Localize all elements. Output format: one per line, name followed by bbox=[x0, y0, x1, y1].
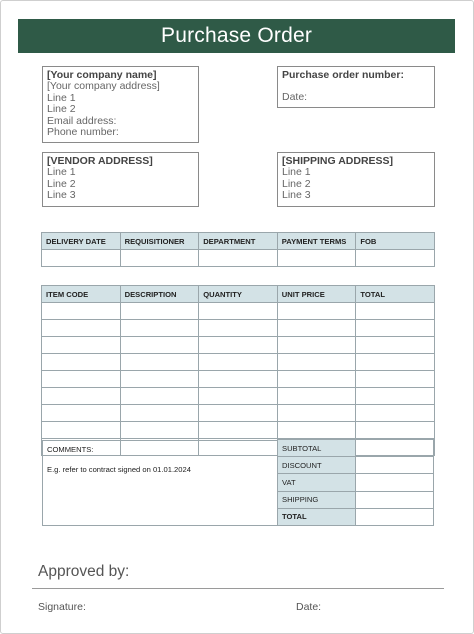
total-value[interactable] bbox=[356, 508, 434, 525]
shipping-label: SHIPPING bbox=[278, 491, 356, 508]
item-cell[interactable] bbox=[277, 388, 356, 405]
item-cell[interactable] bbox=[277, 354, 356, 371]
item-cell[interactable] bbox=[277, 371, 356, 388]
item-cell[interactable] bbox=[356, 303, 435, 320]
department-cell[interactable] bbox=[199, 250, 278, 267]
discount-label: DISCOUNT bbox=[278, 457, 356, 474]
header-quantity: QUANTITY bbox=[199, 286, 278, 303]
item-cell[interactable] bbox=[199, 337, 278, 354]
table-row bbox=[42, 320, 435, 337]
table-row bbox=[42, 405, 435, 422]
item-cell[interactable] bbox=[356, 354, 435, 371]
po-date-label: Date: bbox=[282, 91, 308, 104]
item-cell[interactable] bbox=[42, 354, 121, 371]
total-row bbox=[278, 508, 434, 525]
item-cell[interactable] bbox=[277, 422, 356, 439]
item-cell[interactable] bbox=[42, 320, 121, 337]
item-cell[interactable] bbox=[356, 320, 435, 337]
item-cell[interactable] bbox=[42, 337, 121, 354]
vendor-line-1: Line 1 bbox=[47, 166, 76, 179]
shipping-line-2: Line 2 bbox=[282, 177, 311, 190]
item-cell[interactable] bbox=[120, 371, 199, 388]
discount-value[interactable] bbox=[356, 457, 434, 474]
item-cell[interactable] bbox=[199, 371, 278, 388]
total-label: TOTAL bbox=[278, 508, 356, 525]
shipping-row bbox=[278, 491, 434, 508]
item-cell[interactable] bbox=[277, 405, 356, 422]
subtotal-row bbox=[278, 440, 434, 457]
header-unit-price: UNIT PRICE bbox=[277, 286, 356, 303]
subtotal-value[interactable] bbox=[356, 440, 434, 457]
payment-terms-cell[interactable] bbox=[277, 250, 356, 267]
item-cell[interactable] bbox=[120, 388, 199, 405]
title-banner bbox=[18, 19, 455, 53]
item-cell[interactable] bbox=[120, 303, 199, 320]
header-item-code: ITEM CODE bbox=[42, 286, 121, 303]
item-cell[interactable] bbox=[277, 337, 356, 354]
company-address: [Your company address] bbox=[47, 80, 160, 93]
vat-row bbox=[278, 474, 434, 491]
order-info-box[interactable] bbox=[277, 66, 435, 108]
requisitioner-cell[interactable] bbox=[120, 250, 199, 267]
delivery-table bbox=[41, 232, 435, 267]
item-cell[interactable] bbox=[42, 422, 121, 439]
totals-table bbox=[277, 439, 434, 526]
signature-label: Signature: bbox=[38, 601, 86, 613]
item-cell[interactable] bbox=[42, 405, 121, 422]
item-cell[interactable] bbox=[356, 337, 435, 354]
table-row bbox=[42, 250, 435, 267]
vendor-heading: [VENDOR ADDRESS] bbox=[47, 155, 153, 167]
item-cell[interactable] bbox=[199, 320, 278, 337]
vat-label: VAT bbox=[278, 474, 356, 491]
item-cell[interactable] bbox=[42, 388, 121, 405]
approved-by-heading: Approved by: bbox=[38, 563, 130, 580]
vat-value[interactable] bbox=[356, 474, 434, 491]
comments-label: COMMENTS: bbox=[47, 445, 94, 454]
header-delivery-date: DELIVERY DATE bbox=[42, 233, 121, 250]
header-fob: FOB bbox=[356, 233, 435, 250]
header-department: DEPARTMENT bbox=[199, 233, 278, 250]
item-cell[interactable] bbox=[120, 354, 199, 371]
discount-row bbox=[278, 457, 434, 474]
item-cell[interactable] bbox=[199, 303, 278, 320]
approval-date-label: Date: bbox=[296, 601, 322, 613]
header-total: TOTAL bbox=[356, 286, 435, 303]
vendor-address-box[interactable] bbox=[42, 152, 199, 207]
item-cell[interactable] bbox=[199, 388, 278, 405]
item-cell[interactable] bbox=[356, 422, 435, 439]
fob-cell[interactable] bbox=[356, 250, 435, 267]
header-requisitioner: REQUISITIONER bbox=[120, 233, 199, 250]
table-row bbox=[42, 337, 435, 354]
vendor-line-2: Line 2 bbox=[47, 177, 76, 190]
item-cell[interactable] bbox=[42, 371, 121, 388]
item-cell[interactable] bbox=[42, 303, 121, 320]
item-cell[interactable] bbox=[120, 405, 199, 422]
company-line-2: Line 2 bbox=[47, 103, 76, 116]
item-cell[interactable] bbox=[120, 320, 199, 337]
item-cell[interactable] bbox=[199, 354, 278, 371]
item-cell[interactable] bbox=[356, 388, 435, 405]
shipping-line-3: Line 3 bbox=[282, 189, 311, 202]
comments-box[interactable] bbox=[42, 440, 278, 526]
items-table bbox=[41, 285, 435, 456]
shipping-heading: [SHIPPING ADDRESS] bbox=[282, 155, 394, 167]
item-cell[interactable] bbox=[277, 320, 356, 337]
item-cell[interactable] bbox=[277, 303, 356, 320]
shipping-address-box[interactable] bbox=[277, 152, 435, 207]
vendor-line-3: Line 3 bbox=[47, 189, 76, 202]
item-cell[interactable] bbox=[356, 405, 435, 422]
item-cell[interactable] bbox=[199, 422, 278, 439]
item-cell[interactable] bbox=[120, 337, 199, 354]
item-cell[interactable] bbox=[199, 405, 278, 422]
company-email-label: Email address: bbox=[47, 114, 117, 127]
company-name: [Your company name] bbox=[47, 69, 157, 81]
table-row bbox=[42, 354, 435, 371]
po-number-label: Purchase order number: bbox=[282, 69, 404, 81]
header-payment-terms: PAYMENT TERMS bbox=[277, 233, 356, 250]
table-row bbox=[42, 303, 435, 320]
page-title: Purchase Order bbox=[160, 24, 313, 47]
items-header-row bbox=[42, 286, 435, 303]
shipping-value[interactable] bbox=[356, 491, 434, 508]
comments-note: E.g. refer to contract signed on 01.01.2024 bbox=[47, 465, 191, 474]
company-phone-label: Phone number: bbox=[47, 126, 119, 139]
header-description: DESCRIPTION bbox=[120, 286, 199, 303]
company-info-box[interactable] bbox=[42, 66, 199, 143]
delivery-date-cell[interactable] bbox=[42, 250, 121, 267]
table-row bbox=[42, 388, 435, 405]
table-row bbox=[42, 422, 435, 439]
subtotal-label: SUBTOTAL bbox=[278, 440, 356, 457]
table-row bbox=[42, 371, 435, 388]
item-cell[interactable] bbox=[356, 371, 435, 388]
company-line-1: Line 1 bbox=[47, 91, 76, 104]
approval-divider bbox=[32, 588, 444, 589]
item-cell[interactable] bbox=[120, 422, 199, 439]
shipping-line-1: Line 1 bbox=[282, 166, 311, 179]
delivery-header-row bbox=[42, 233, 435, 250]
